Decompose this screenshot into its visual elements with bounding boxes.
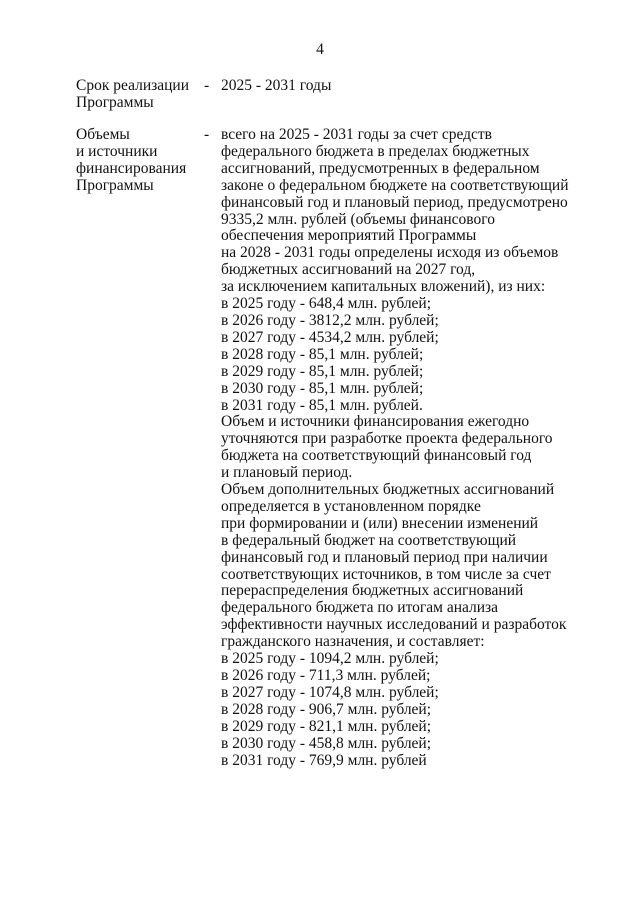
page-number: 4	[316, 41, 324, 58]
term-value-line: 2025 - 2031 годы	[221, 77, 332, 94]
funding-text-line: всего на 2025 - 2031 годы за счет средств	[221, 126, 492, 143]
funding-label-line: финансирования	[76, 159, 187, 177]
funding-text-line: Объем и источники финансирования ежегодно	[221, 413, 530, 431]
funding-text-line: финансовый год и плановый период, предусмотрено	[221, 193, 568, 211]
funding-text-line: бюджетных ассигнований на 2027 год,	[221, 261, 476, 279]
funding-text-line: в 2026 году - 711,3 млн. рублей;	[221, 667, 431, 684]
funding-text-line: в федеральный бюджет на соответствующий	[221, 531, 517, 549]
funding-text-line: 9335,2 млн. рублей (объемы финансового	[221, 210, 495, 228]
term-label	[76, 78, 198, 112]
funding-text-line: в 2031 году - 85,1 млн. рублей.	[221, 396, 423, 414]
funding-label-line: Программы	[76, 176, 154, 194]
funding-text-line: ассигнований, предусмотренных в федеральном	[221, 159, 540, 177]
funding-label-line: и источники	[76, 142, 158, 160]
funding-text-line: федерального бюджета по итогам анализа	[221, 599, 499, 617]
funding-text-line: уточняются при разработке проекта федерального	[221, 430, 553, 448]
funding-text-line: в 2026 году - 3812,2 млн. рублей;	[221, 311, 439, 329]
funding-text-line: соответствующих источников, в том числе за счет	[221, 565, 551, 583]
funding-text-line: в 2030 году - 458,8 млн. рублей;	[221, 734, 432, 752]
term-dash: -	[204, 77, 210, 94]
funding-text-line: в 2025 году - 648,4 млн. рублей;	[221, 295, 432, 313]
funding-text-line: финансовый год и плановый период при наличии	[221, 548, 548, 566]
funding-text-line: в 2030 году - 85,1 млн. рублей;	[221, 379, 424, 397]
funding-text-line: на 2028 - 2031 годы определены исходя из объемов	[221, 244, 559, 262]
funding-text-line: за исключением капитальных вложений), из них:	[221, 278, 546, 296]
funding-text-line: гражданского назначения, и составляет:	[221, 633, 485, 651]
funding-text-line: в 2028 году - 85,1 млн. рублей;	[221, 345, 424, 363]
funding-text-line: в 2025 году - 1094,2 млн. рублей;	[221, 650, 439, 668]
funding-text-line: законе о федеральном бюджете на соответствующий	[221, 176, 569, 194]
funding-text-line: Объем дополнительных бюджетных ассигнований	[221, 481, 555, 499]
funding-text-line: федерального бюджета в пределах бюджетных	[221, 142, 530, 160]
funding-text-line: в 2027 году - 1074,8 млн. рублей;	[221, 683, 439, 701]
funding-text-line: в 2031 году - 769,9 млн. рублей	[221, 751, 427, 769]
term-label-line: Срок реализации	[76, 77, 189, 94]
funding-dash: -	[204, 126, 210, 143]
funding-text-line: в 2029 году - 821,1 млн. рублей;	[221, 717, 432, 735]
funding-text-line: в 2028 году - 906,7 млн. рублей;	[221, 700, 432, 718]
funding-text-line: и плановый период.	[221, 464, 353, 482]
funding-text-line: обеспечения мероприятий Программы	[221, 227, 477, 245]
funding-text-line: перераспределения бюджетных ассигнований	[221, 582, 524, 600]
term-value	[221, 78, 621, 95]
funding-label	[76, 127, 198, 195]
funding-text-line: эффективности научных исследований и разработок	[221, 616, 567, 634]
funding-text-line: при формировании и (или) внесении изменений	[221, 514, 539, 532]
funding-text-line: бюджета на соответствующий финансовый год	[221, 447, 532, 465]
term-label-line: Программы	[76, 93, 154, 111]
funding-text-line: в 2029 году - 85,1 млн. рублей;	[221, 362, 424, 380]
funding-label-line: Объемы	[76, 126, 130, 143]
funding-text-line: в 2027 году - 4534,2 млн. рублей;	[221, 328, 439, 346]
funding-text-line: определяется в установленном порядке	[221, 497, 481, 515]
funding-content	[221, 127, 621, 769]
